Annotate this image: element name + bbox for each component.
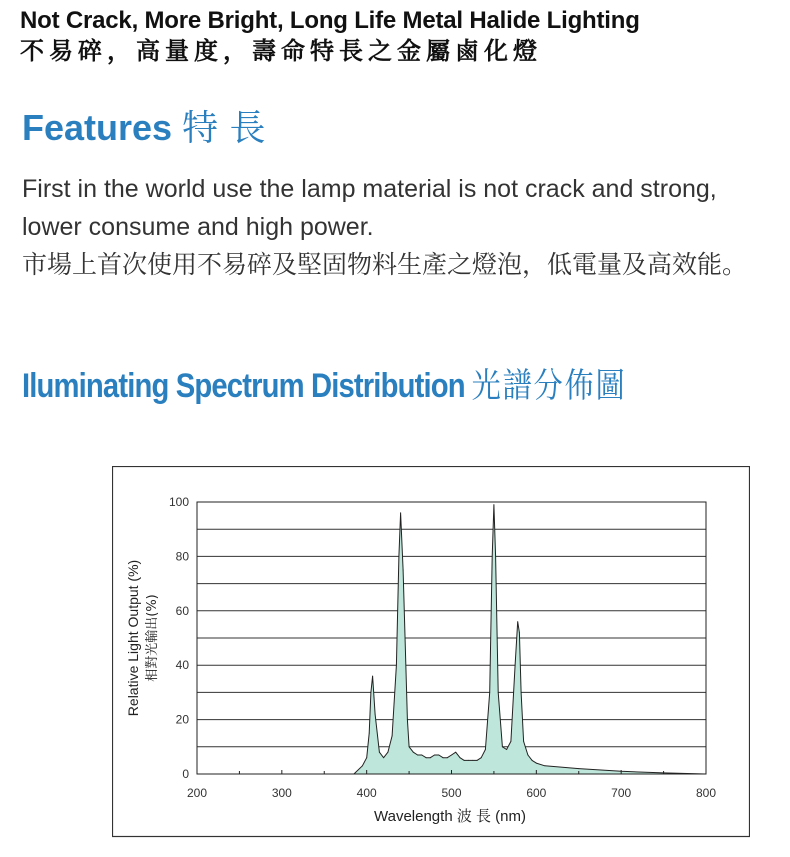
spectrum-point: [434, 754, 435, 755]
spectrum-point: [392, 735, 393, 736]
spectrum-point: [366, 757, 367, 758]
spectrum-point: [489, 692, 490, 693]
spectrum-point: [409, 746, 410, 747]
spectrum-point: [426, 757, 427, 758]
spectrum-point: [396, 665, 397, 666]
spectrum-point: [515, 665, 516, 666]
x-tick-label: 300: [271, 786, 292, 800]
spectrum-point: [544, 765, 545, 766]
spectrum-heading-zh: 光譜分佈圖: [471, 366, 627, 406]
features-text-en: First in the world use the lamp material is not crack and strong, lower consume and high power.: [22, 175, 717, 241]
spectrum-point: [375, 714, 376, 715]
spectrum-point: [370, 692, 371, 693]
spectrum-point: [506, 749, 507, 750]
title-zh: 不易碎，高量度，壽命特長之金屬鹵化燈: [20, 37, 542, 65]
spectrum-point: [379, 752, 380, 753]
x-tick-label: 600: [526, 786, 547, 800]
chart-area-layer: [353, 504, 706, 774]
spectrum-point: [481, 757, 482, 758]
y-tick-label: 40: [175, 658, 189, 673]
spectrum-point: [485, 749, 486, 750]
spectrum-chart: [112, 466, 750, 838]
spectrum-heading: [22, 358, 626, 407]
y-axis-label-group: [125, 560, 160, 716]
x-tick-label: 800: [695, 786, 717, 800]
chart-frame: [113, 467, 750, 837]
spectrum-point: [527, 754, 528, 755]
y-tick-label: 100: [168, 495, 189, 509]
y-axis-label-en: Relative Light Output (%): [125, 559, 141, 717]
spectrum-point: [459, 757, 460, 758]
features-heading: [22, 100, 266, 151]
spectrum-point: [521, 692, 522, 693]
spectrum-point: [498, 692, 499, 693]
y-tick-label: 60: [175, 603, 189, 618]
chart-grid: [197, 529, 706, 747]
spectrum-point: [430, 757, 431, 758]
spectrum-point: [372, 676, 373, 677]
spectrum-point: [447, 757, 448, 758]
spectrum-point: [407, 719, 408, 720]
spectrum-point: [442, 757, 443, 758]
spectrum-point: [532, 760, 533, 761]
y-tick-label: 80: [175, 549, 189, 564]
spectrum-point: [492, 556, 493, 557]
spectrum-point: [578, 768, 579, 769]
y-tick-label: 0: [182, 767, 189, 781]
y-axis-ticks: [169, 495, 189, 781]
features-text: [22, 170, 772, 284]
spectrum-point: [403, 569, 404, 570]
spectrum-heading-en: Iluminating Spectrum Distribution: [22, 367, 465, 405]
x-tick-label: 500: [441, 786, 462, 800]
spectrum-point: [398, 556, 399, 557]
x-tick-label: 400: [356, 786, 377, 800]
spectrum-point: [383, 757, 384, 758]
spectrum-point: [421, 754, 422, 755]
spectrum-point: [417, 754, 418, 755]
spectrum-point: [400, 512, 401, 513]
spectrum-point: [464, 760, 465, 761]
spectrum-area-0: [354, 505, 706, 774]
spectrum-chart-svg: [112, 466, 750, 838]
spectrum-point: [369, 733, 370, 734]
y-tick-label: 20: [175, 712, 189, 727]
spectrum-point: [517, 621, 518, 622]
features-heading-en: Features: [22, 107, 173, 148]
x-tick-label: 700: [611, 786, 632, 800]
spectrum-point: [519, 632, 520, 633]
spectrum-point: [438, 754, 439, 755]
title-en: Not Crack, More Bright, Long Life Metal Halide Lighting: [20, 7, 640, 34]
spectrum-point: [502, 746, 503, 747]
spectrum-point: [493, 504, 494, 505]
y-axis-label-zh: 相對光輸出(%): [145, 594, 160, 682]
features-heading-zh: 特 長: [182, 108, 266, 149]
spectrum-point: [495, 556, 496, 557]
spectrum-point: [455, 752, 456, 753]
x-tick-label: 200: [186, 786, 208, 800]
spectrum-point: [523, 741, 524, 742]
spectrum-point: [413, 752, 414, 753]
spectrum-point: [510, 741, 511, 742]
spectrum-point: [362, 765, 363, 766]
spectrum-point: [387, 752, 388, 753]
spectrum-point: [468, 760, 469, 761]
header: [20, 6, 780, 66]
x-axis-label: Wavelength 波 長 (nm): [374, 808, 526, 825]
features-text-zh: 市場上首次使用不易碎及堅固物料生產之燈泡，低電量及高效能。: [22, 250, 748, 279]
spectrum-point: [536, 763, 537, 764]
spectrum-point: [451, 754, 452, 755]
spectrum-point: [472, 760, 473, 761]
spectrum-point: [476, 760, 477, 761]
